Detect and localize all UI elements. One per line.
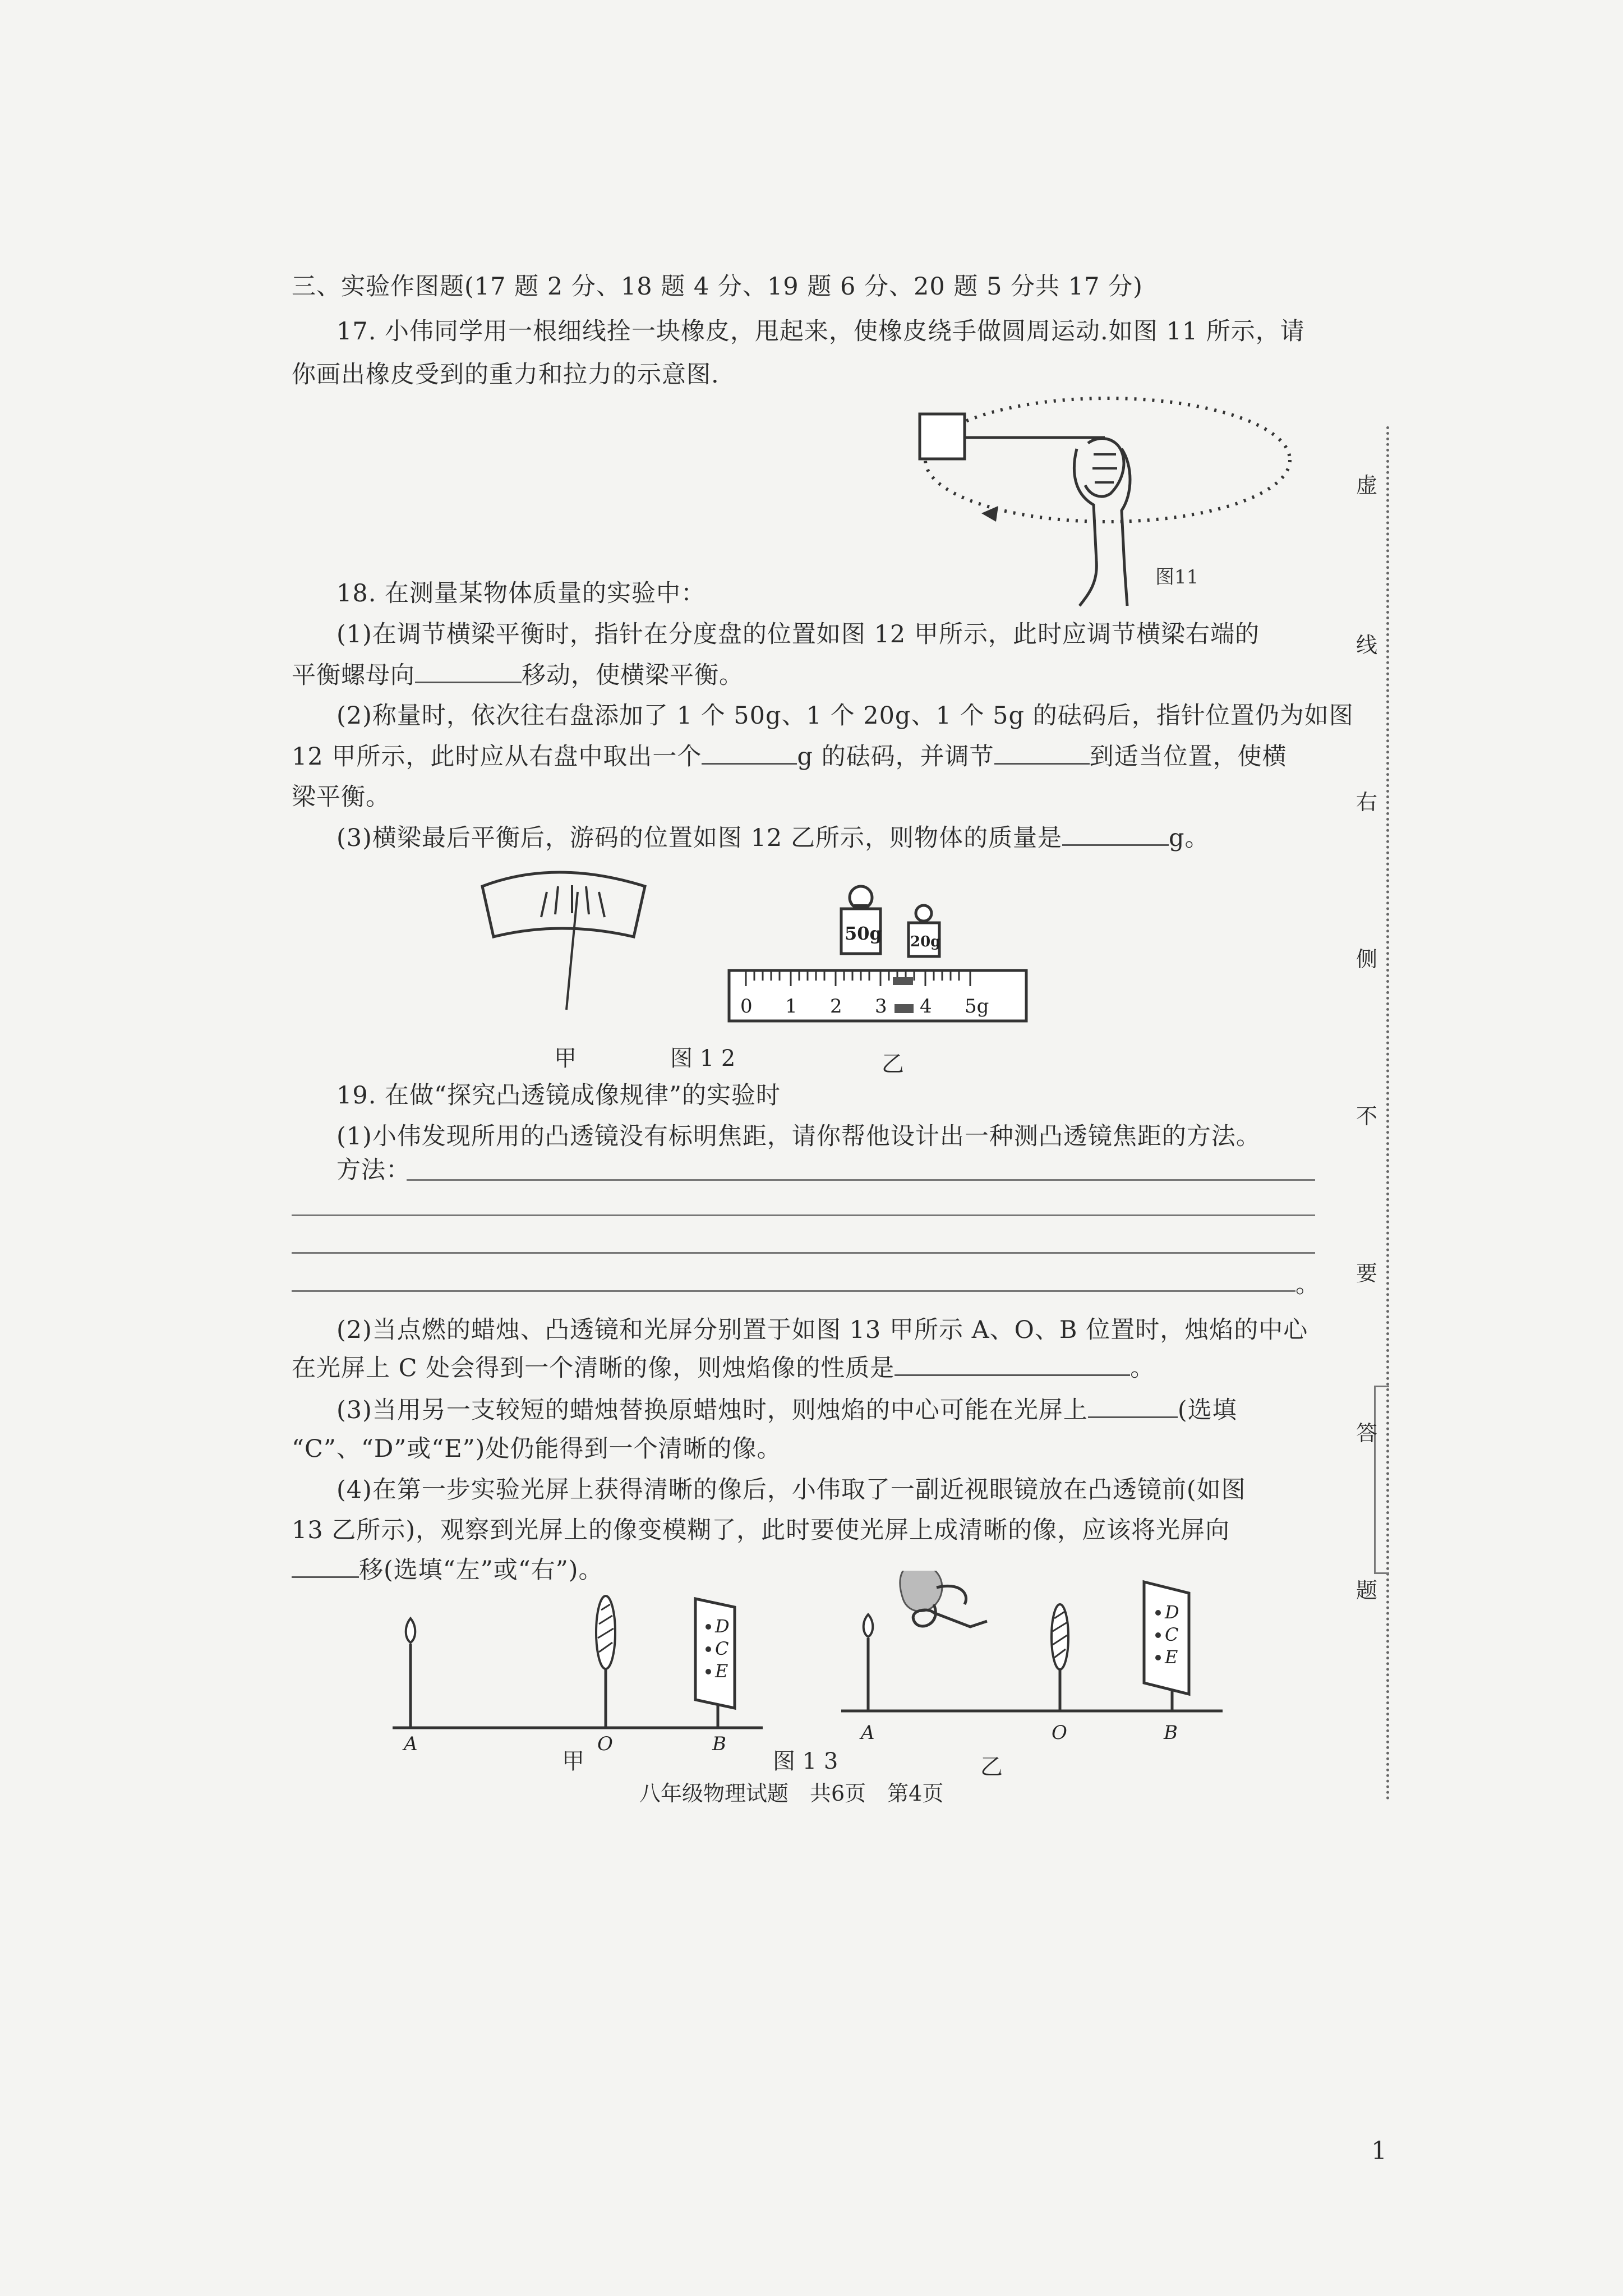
q17-text-line2: 你画出橡皮受到的重力和拉力的示意图. (292, 361, 720, 389)
orbit-path (925, 398, 1290, 522)
q18-p3: (3)横梁最后平衡后，游码的位置如图 12 乙所示，则物体的质量是 g。 (336, 822, 1210, 854)
answer-line (292, 1252, 1315, 1254)
q19-method-label: 方法： (336, 1156, 411, 1184)
figure-11 (886, 381, 1312, 617)
svg-text:B: B (712, 1733, 726, 1755)
figure-12-label-jia: 甲 (554, 1046, 577, 1071)
figure-13 (381, 1571, 1234, 1773)
q18-p1-line1: (1)在调节横梁平衡时，指针在分度盘的位置如图 12 甲所示，此时应调节横梁右端的 (336, 620, 1260, 648)
q19-p2-line1: (2)当点燃的蜡烛、凸透镜和光屏分别置于如图 13 甲所示 A、O、B 位置时，烛焰的中心 (336, 1316, 1308, 1344)
q19-p2-line2: 在光屏上 C 处会得到一个清晰的像，则烛焰像的性质是 。 (292, 1352, 1155, 1384)
flame-icon (864, 1614, 873, 1637)
figure-12-caption: 图 1 2 (670, 1046, 736, 1071)
svg-text:O: O (597, 1733, 613, 1755)
answer-blank (292, 1554, 359, 1578)
rider (893, 977, 913, 985)
ruler-tick: 5g (965, 995, 989, 1018)
q18-p2-line2: 12 甲所示，此时应从右盘中取出一个 g 的砝码，并调节 到适当位置，使横 (292, 740, 1287, 772)
q17-text-line1: 17. 小伟同学用一根细线拴一块橡皮，甩起来，使橡皮绕手做圆周运动.如图 11 所示，请 (336, 318, 1305, 346)
q19-p1: (1)小伟发现所用的凸透镜没有标明焦距，请你帮他设计出一种测凸透镜焦距的方法。 (336, 1122, 1261, 1151)
answer-blank (895, 1352, 1130, 1376)
orbit-arrow (981, 506, 998, 522)
q18-intro: 18. 在测量某物体质量的实验中： (336, 579, 706, 608)
svg-text:A: A (861, 1722, 875, 1744)
q19-p3-line1: (3)当用另一支较短的蜡烛替换原蜡烛时，则烛焰的中心可能在光屏上 (选填 (336, 1394, 1237, 1426)
page-number: 1 (1371, 2137, 1387, 2165)
margin-bracket (1374, 1386, 1389, 1574)
svg-text:20g: 20g (910, 933, 941, 950)
answer-blank (994, 740, 1090, 765)
svg-text:O: O (1052, 1722, 1067, 1744)
svg-text:B: B (1164, 1722, 1178, 1744)
figure-13-caption: 图 1 3 (773, 1749, 838, 1774)
side-note-char: 要 (1356, 1261, 1378, 1286)
ruler-tick: 0 (740, 995, 753, 1018)
q19-p4-line1: (4)在第一步实验光屏上获得清晰的像后，小伟取了一副近视眼镜放在凸透镜前(如图 (336, 1476, 1246, 1504)
ruler-tick: 4 (920, 995, 932, 1018)
svg-text:C: C (1165, 1624, 1179, 1645)
ruler-tick: 2 (830, 995, 842, 1018)
side-note-char: 答 (1356, 1421, 1378, 1446)
answer-blank (1088, 1394, 1178, 1418)
side-note-char: 不 (1356, 1104, 1378, 1129)
answer-blank (415, 659, 522, 683)
svg-text:A: A (404, 1733, 418, 1755)
q18-p1-line2: 平衡螺母向 移动，使横梁平衡。 (292, 659, 744, 691)
svg-text:C: C (715, 1638, 729, 1659)
side-note-char: 右 (1356, 790, 1378, 815)
q19-p4-line3: 移(选填“左”或“右”)。 (292, 1554, 603, 1586)
side-note-char: 侧 (1356, 947, 1378, 972)
answer-line (292, 1214, 1315, 1216)
q19-p3-line2: “C”、“D”或“E”)处仍能得到一个清晰的像。 (292, 1435, 782, 1463)
q18-p2-line1: (2)称量时，依次往右盘添加了 1 个 50g、1 个 20g、1 个 5g 的砝码后，指针位置仍为如图 (336, 702, 1354, 730)
figure-13-label-yi: 乙 (980, 1754, 1003, 1780)
answer-line (407, 1179, 1315, 1181)
ruler-tick: 3 (875, 995, 887, 1018)
scale-dial (482, 872, 645, 937)
flame-icon (406, 1618, 416, 1642)
binding-dotted-line (1386, 426, 1389, 1801)
q19-intro: 19. 在做“探究凸透镜成像规律”的实验时 (336, 1082, 781, 1110)
svg-text:50g: 50g (845, 923, 882, 944)
svg-text:E: E (1165, 1646, 1178, 1668)
page-footer: 八年级物理试题 共6页 第4页 (639, 1781, 944, 1806)
answer-line (292, 1290, 1295, 1292)
side-note-char: 题 (1356, 1578, 1378, 1603)
answer-blank (1062, 822, 1169, 846)
figure-11-caption: 图11 (1155, 566, 1199, 588)
q19-p4-line2: 13 乙所示)，观察到光屏上的像变模糊了，此时要使光屏上成清晰的像，应该将光屏向 (292, 1516, 1230, 1544)
side-note-char: 线 (1356, 633, 1378, 657)
answer-blank (702, 740, 797, 765)
ruler-tick: 1 (785, 995, 797, 1018)
svg-text:E: E (715, 1660, 728, 1682)
hand-drawing (900, 1571, 942, 1612)
svg-text:D: D (715, 1616, 730, 1637)
q18-p2-line3: 梁平衡。 (292, 783, 390, 811)
eraser-block (920, 414, 965, 459)
section-title: 三、实验作图题(17 题 2 分、18 题 4 分、19 题 6 分、20 题 5 分共 17 分) (292, 273, 1143, 301)
side-note-char: 虚 (1356, 473, 1378, 498)
svg-text:D: D (1165, 1602, 1179, 1623)
figure-12-label-yi: 乙 (882, 1051, 904, 1077)
figure-13-label-jia: 甲 (562, 1749, 584, 1774)
